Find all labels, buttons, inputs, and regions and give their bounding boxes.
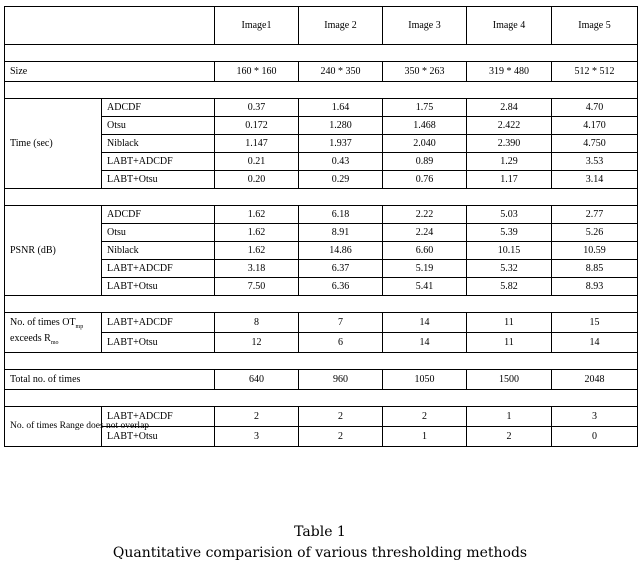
total-cell: 960 — [299, 370, 383, 390]
overlap-label: No. of times Range does not overlap — [5, 407, 102, 447]
overlap-cell: 2 — [299, 407, 383, 427]
psnr-cell: 7.50 — [215, 278, 299, 296]
overlap-cell: 2 — [299, 427, 383, 447]
method-label: LABT+Otsu — [102, 333, 215, 353]
size-row — [5, 62, 638, 82]
method-label: LABT+Otsu — [102, 171, 215, 189]
spacer-row — [5, 82, 638, 99]
table-caption-title: Quantitative comparision of various thresholding methods — [112, 545, 528, 561]
time-label: Time (sec) — [5, 99, 102, 189]
psnr-cell: 3.18 — [215, 260, 299, 278]
overlap-row — [5, 407, 638, 427]
psnr-cell: 10.15 — [467, 242, 552, 260]
exceeds-cell: 11 — [467, 313, 552, 333]
time-cell: 0.76 — [383, 171, 467, 189]
spacer-row — [5, 390, 638, 407]
method-label: Niblack — [102, 242, 215, 260]
exceeds-cell: 6 — [299, 333, 383, 353]
spacer-row — [5, 296, 638, 313]
time-cell: 0.89 — [383, 153, 467, 171]
method-label: LABT+ADCDF — [102, 153, 215, 171]
method-label: LABT+Otsu — [102, 427, 215, 447]
overlap-cell: 2 — [215, 407, 299, 427]
psnr-cell: 6.36 — [299, 278, 383, 296]
time-cell: 2.84 — [467, 99, 552, 117]
exceeds-cell: 14 — [383, 313, 467, 333]
method-label: Niblack — [102, 135, 215, 153]
psnr-cell: 5.26 — [552, 224, 638, 242]
time-cell: 4.170 — [552, 117, 638, 135]
time-cell: 1.147 — [215, 135, 299, 153]
exceeds-cell: 14 — [552, 333, 638, 353]
time-cell: 1.17 — [467, 171, 552, 189]
time-cell: 0.20 — [215, 171, 299, 189]
size-cell: 319 * 480 — [467, 62, 552, 82]
time-cell: 2.040 — [383, 135, 467, 153]
total-cell: 1050 — [383, 370, 467, 390]
overlap-cell: 2 — [467, 427, 552, 447]
time-cell: 0.43 — [299, 153, 383, 171]
time-cell: 1.75 — [383, 99, 467, 117]
total-cell: 640 — [215, 370, 299, 390]
exceeds-label: No. of times $OT_{mp}$ exceeds $R_{mo}$ — [5, 313, 102, 353]
spacer-row — [5, 353, 638, 370]
overlap-cell: 3 — [552, 407, 638, 427]
method-label: LABT+ADCDF — [102, 313, 215, 333]
time-cell: 0.21 — [215, 153, 299, 171]
size-cell: 240 * 350 — [299, 62, 383, 82]
size-label: Size — [5, 62, 215, 82]
method-label: ADCDF — [102, 99, 215, 117]
header-image-4: Image 4 — [467, 7, 552, 45]
psnr-cell: 1.62 — [215, 242, 299, 260]
time-cell: 0.29 — [299, 171, 383, 189]
spacer-row — [5, 45, 638, 62]
psnr-cell: 1.62 — [215, 224, 299, 242]
psnr-cell: 1.62 — [215, 206, 299, 224]
psnr-cell: 8.93 — [552, 278, 638, 296]
time-cell: 0.37 — [215, 99, 299, 117]
psnr-cell: 5.39 — [467, 224, 552, 242]
psnr-cell: 5.41 — [383, 278, 467, 296]
exceeds-cell: 8 — [215, 313, 299, 333]
psnr-cell: 6.60 — [383, 242, 467, 260]
time-cell: 3.14 — [552, 171, 638, 189]
overlap-cell: 0 — [552, 427, 638, 447]
psnr-cell: 8.85 — [552, 260, 638, 278]
size-cell: 512 * 512 — [552, 62, 638, 82]
time-cell: 4.70 — [552, 99, 638, 117]
time-cell: 1.280 — [299, 117, 383, 135]
exceeds-cell: 12 — [215, 333, 299, 353]
overlap-cell: 1 — [383, 427, 467, 447]
header-image-1: Image1 — [215, 7, 299, 45]
psnr-cell: 5.19 — [383, 260, 467, 278]
time-cell: 4.750 — [552, 135, 638, 153]
method-label: ADCDF — [102, 206, 215, 224]
time-cell: 1.29 — [467, 153, 552, 171]
psnr-cell: 5.03 — [467, 206, 552, 224]
header-row — [5, 7, 638, 45]
comparison-table — [4, 6, 638, 447]
total-row — [5, 370, 638, 390]
size-cell: 160 * 160 — [215, 62, 299, 82]
psnr-row — [5, 206, 638, 224]
psnr-cell: 10.59 — [552, 242, 638, 260]
psnr-label: PSNR (dB) — [5, 206, 102, 296]
psnr-cell: 5.32 — [467, 260, 552, 278]
overlap-cell: 2 — [383, 407, 467, 427]
psnr-cell: 2.24 — [383, 224, 467, 242]
method-label: LABT+ADCDF — [102, 407, 215, 427]
time-cell: 2.390 — [467, 135, 552, 153]
header-image-3: Image 3 — [383, 7, 467, 45]
table-caption-number: Table 1 — [294, 524, 346, 540]
total-label: Total no. of times — [5, 370, 215, 390]
method-label: LABT+ADCDF — [102, 260, 215, 278]
total-cell: 2048 — [552, 370, 638, 390]
total-cell: 1500 — [467, 370, 552, 390]
exceeds-cell: 7 — [299, 313, 383, 333]
method-label: Otsu — [102, 117, 215, 135]
method-label: Otsu — [102, 224, 215, 242]
exceeds-cell: 15 — [552, 313, 638, 333]
psnr-cell: 2.77 — [552, 206, 638, 224]
header-image-5: Image 5 — [552, 7, 638, 45]
time-row — [5, 99, 638, 117]
psnr-cell: 14.86 — [299, 242, 383, 260]
time-cell: 0.172 — [215, 117, 299, 135]
time-cell: 1.937 — [299, 135, 383, 153]
exceeds-cell: 14 — [383, 333, 467, 353]
exceeds-cell: 11 — [467, 333, 552, 353]
header-image-2: Image 2 — [299, 7, 383, 45]
overlap-cell: 1 — [467, 407, 552, 427]
time-cell: 3.53 — [552, 153, 638, 171]
spacer-row — [5, 189, 638, 206]
time-cell: 2.422 — [467, 117, 552, 135]
psnr-cell: 8.91 — [299, 224, 383, 242]
psnr-cell: 6.18 — [299, 206, 383, 224]
psnr-cell: 5.82 — [467, 278, 552, 296]
method-label: LABT+Otsu — [102, 278, 215, 296]
time-cell: 1.64 — [299, 99, 383, 117]
size-cell: 350 * 263 — [383, 62, 467, 82]
time-cell: 1.468 — [383, 117, 467, 135]
psnr-cell: 2.22 — [383, 206, 467, 224]
psnr-cell: 6.37 — [299, 260, 383, 278]
overlap-cell: 3 — [215, 427, 299, 447]
header-corner-cell — [5, 7, 215, 45]
exceeds-row — [5, 313, 638, 333]
